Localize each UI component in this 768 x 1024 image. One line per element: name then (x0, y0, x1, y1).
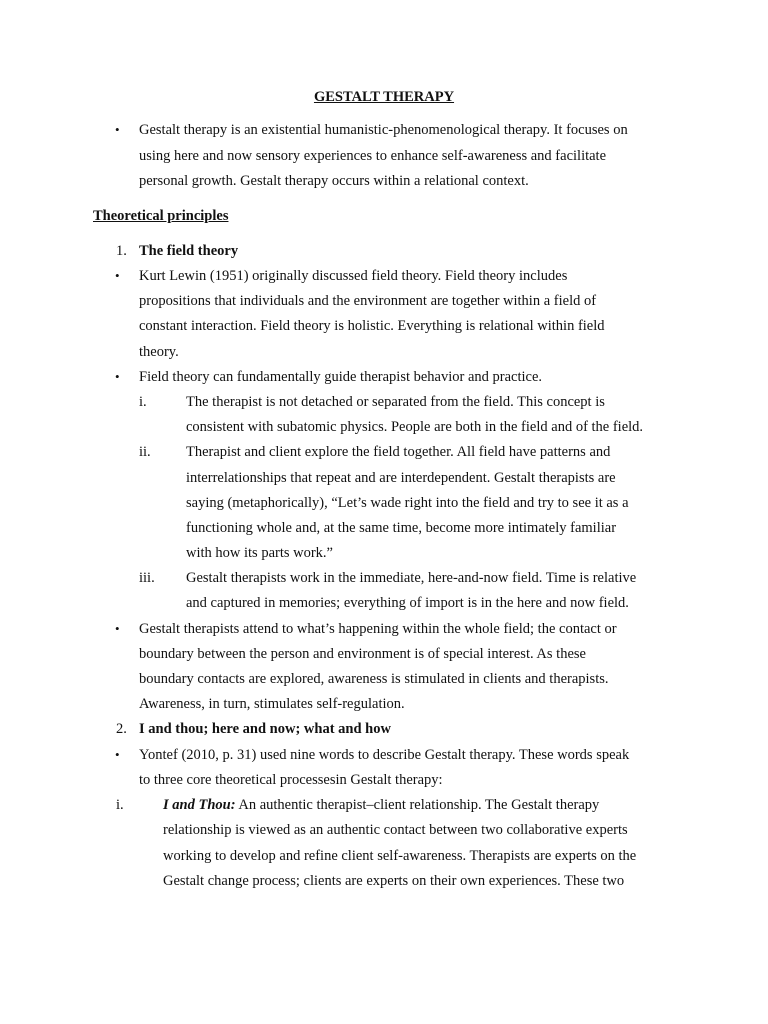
paragraph-line: to three core theoretical processesin Gestalt therapy: (139, 772, 443, 788)
paragraph-line: Therapist and client explore the field together. All field have patterns and (186, 444, 611, 460)
paragraph-line: boundary between the person and environment is of special interest. As these (139, 646, 586, 662)
paragraph-line: propositions that individuals and the environment are together within a field of (139, 293, 597, 309)
paragraph-line: working to develop and refine client self-awareness. Therapists are experts on the (163, 848, 637, 864)
paragraph-line: using here and now sensory experiences to enhance self-awareness and facilitate (139, 148, 607, 164)
paragraph-line: boundary contacts are explored, awareness is stimulated in clients and therapists. (139, 671, 609, 687)
paragraph-line: Gestalt therapists attend to what’s happening within the whole field; the contact or (139, 621, 617, 637)
item-title: I and thou; here and now; what and how (139, 721, 391, 737)
item-number: 1. (116, 243, 127, 259)
paragraph-line: and captured in memories; everything of import is in the here and now field. (186, 595, 629, 611)
bullet-marker: • (115, 122, 120, 137)
paragraph-line: Yontef (2010, p. 31) used nine words to describe Gestalt therapy. These words speak (139, 747, 630, 763)
paragraph-line: Kurt Lewin (1951) originally discussed field theory. Field theory includes (139, 268, 568, 284)
paragraph-line: Gestalt therapists work in the immediate, here-and-now field. Time is relative (186, 570, 637, 586)
paragraph-line: personal growth. Gestalt therapy occurs within a relational context. (139, 173, 529, 189)
bullet-marker: • (115, 621, 120, 636)
paragraph-line: theory. (139, 344, 179, 360)
paragraph-line: Gestalt therapy is an existential humanistic-phenomenological therapy. It focuses on (139, 122, 628, 138)
paragraph-line: Field theory can fundamentally guide therapist behavior and practice. (139, 369, 543, 385)
paragraph-line: Gestalt change process; clients are experts on their own experiences. These two (163, 873, 625, 889)
bullet-marker: • (115, 747, 120, 762)
section-heading: Theoretical principles (93, 208, 229, 224)
paragraph-line: functioning whole and, at the same time, become more intimately familiar (186, 520, 617, 536)
lead-rest: An authentic therapist–client relationship. The Gestalt therapy (235, 797, 600, 813)
paragraph-line: consistent with subatomic physics. People are both in the field and of the field. (186, 419, 644, 435)
paragraph-line: constant interaction. Field theory is holistic. Everything is relational within field (139, 318, 605, 334)
bullet-marker: • (115, 369, 120, 384)
item-title: The field theory (139, 243, 239, 259)
bullet-marker: • (115, 268, 120, 283)
roman-numeral: i. (139, 394, 147, 410)
lead-term: I and Thou: (163, 797, 236, 813)
paragraph-line (163, 796, 599, 814)
paragraph-line: saying (metaphorically), “Let’s wade right into the field and try to see it as a (186, 495, 629, 511)
roman-numeral: i. (116, 797, 124, 813)
paragraph-line: Awareness, in turn, stimulates self-regulation. (139, 696, 405, 712)
paragraph-line: with how its parts work.” (186, 545, 333, 561)
item-number: 2. (116, 721, 127, 737)
paragraph-line: The therapist is not detached or separated from the field. This concept is (186, 394, 605, 410)
roman-numeral: iii. (139, 570, 155, 586)
roman-numeral: ii. (139, 444, 151, 460)
paragraph-line: relationship is viewed as an authentic contact between two collaborative experts (163, 822, 628, 838)
paragraph-line: interrelationships that repeat and are interdependent. Gestalt therapists are (186, 470, 616, 486)
document-title: GESTALT THERAPY (313, 89, 455, 105)
